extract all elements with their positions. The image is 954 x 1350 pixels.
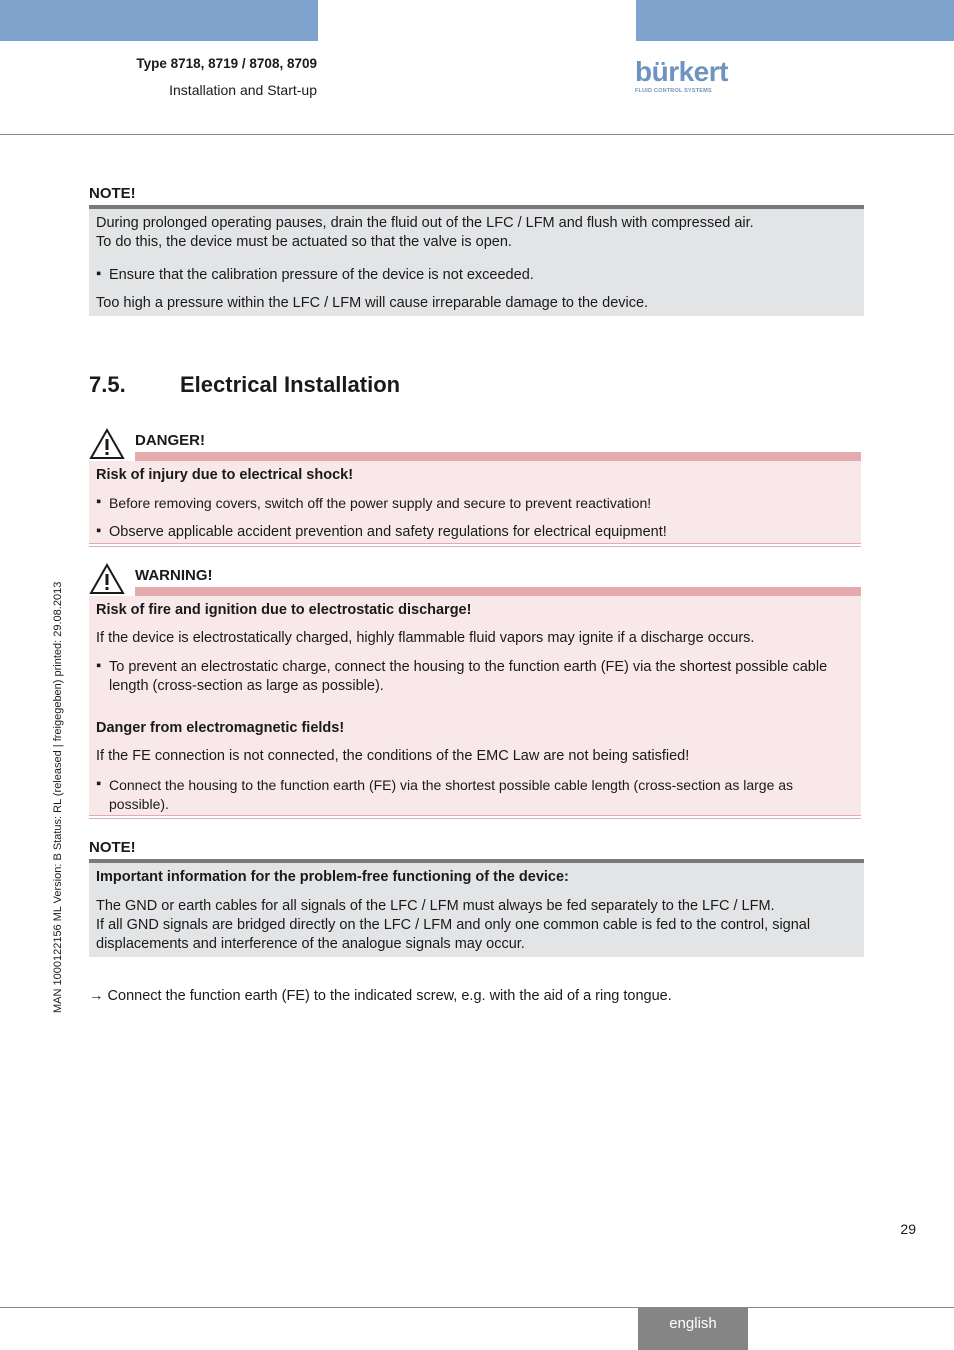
danger-bullet-text: Observe applicable accident prevention and safety regulations for electrical equipment! [109, 524, 667, 540]
danger-bottom-rule [89, 543, 861, 544]
square-bullet-icon: ▪ [96, 523, 102, 539]
document-section: Installation and Start-up [169, 82, 317, 98]
warning-text: If the FE connection is not connected, the conditions of the EMC Law are not being satisfied! [96, 748, 690, 764]
logo-tagline: FLUID CONTROL SYSTEMS [635, 88, 712, 94]
header-bar-right [636, 0, 954, 41]
square-bullet-icon: ▪ [96, 658, 102, 674]
language-tab: english [638, 1308, 748, 1350]
note-heading: Important information for the problem-free functioning of the device: [96, 869, 569, 885]
header-divider [0, 134, 954, 135]
document-metadata-vertical: MAN 1000122156 ML Version: B Status: RL (released | freigegeben) printed: 29.08.2013 [52, 581, 64, 1013]
note-bullet-text: Ensure that the calibration pressure of the device is not exceeded. [109, 267, 534, 283]
footer-divider [0, 1307, 954, 1308]
page-number: 29 [900, 1221, 916, 1237]
section-number: 7.5. [89, 372, 126, 397]
arrow-right-icon: → [89, 988, 104, 1004]
danger-bar [135, 452, 861, 461]
danger-label: DANGER! [135, 432, 205, 449]
warning-bottom-rule [89, 818, 861, 819]
note-text-line: Too high a pressure within the LFC / LFM will cause irreparable damage to the device. [96, 295, 649, 311]
note-text-line: During prolonged operating pauses, drain the fluid out of the LFC / LFM and flush with compressed air. [96, 215, 754, 231]
warning-label: WARNING! [135, 567, 213, 584]
warning-bullet-text: Connect the housing to the function earth (FE) via the shortest possible cable length (cross-section as large as possible). [109, 777, 794, 812]
warning-text: If the device is electrostatically charged, highly flammable fluid vapors may ignite if a discharge occurs. [96, 630, 755, 646]
square-bullet-icon: ▪ [96, 494, 102, 510]
note-label: NOTE! [89, 185, 136, 202]
warning-heading: Risk of fire and ignition due to electrostatic discharge! [96, 602, 472, 618]
warning-bottom-rule [89, 815, 861, 816]
danger-bullet-text: Before removing covers, switch off the power supply and secure to prevent reactivation! [109, 495, 652, 511]
document-type: Type 8718, 8719 / 8708, 8709 [136, 56, 317, 71]
warning-triangle-icon [89, 428, 125, 460]
instruction-step [89, 988, 672, 1004]
square-bullet-icon: ▪ [96, 266, 102, 282]
note-text-line: To do this, the device must be actuated so that the valve is open. [96, 234, 512, 250]
section-heading [89, 372, 400, 398]
warning-triangle-icon [89, 563, 125, 595]
header-bar-left [0, 0, 318, 41]
section-title: Electrical Installation [180, 372, 401, 397]
logo-wordmark: bürkert [635, 56, 728, 87]
danger-bottom-rule [89, 546, 861, 547]
note-text-line: The GND or earth cables for all signals of the LFC / LFM must always be fed separately to the LFC / LFM. [96, 898, 775, 914]
burkert-logo [635, 58, 735, 96]
warning-bullet-text: To prevent an electrostatic charge, connect the housing to the function earth (FE) via the shortest possible cable length (cross-section as large as possible). [109, 659, 828, 694]
note-text-line: If all GND signals are bridged directly on the LFC / LFM and only one common cable is fed to the control, signal displacements and interference of the analogue signals may occur. [96, 917, 811, 952]
note-label: NOTE! [89, 839, 136, 856]
warning-bar [135, 587, 861, 596]
danger-heading: Risk of injury due to electrical shock! [96, 467, 354, 483]
warning-subheading: Danger from electromagnetic fields! [96, 720, 345, 736]
square-bullet-icon: ▪ [96, 776, 102, 792]
instruction-text: Connect the function earth (FE) to the indicated screw, e.g. with the aid of a ring tongue. [107, 988, 672, 1004]
